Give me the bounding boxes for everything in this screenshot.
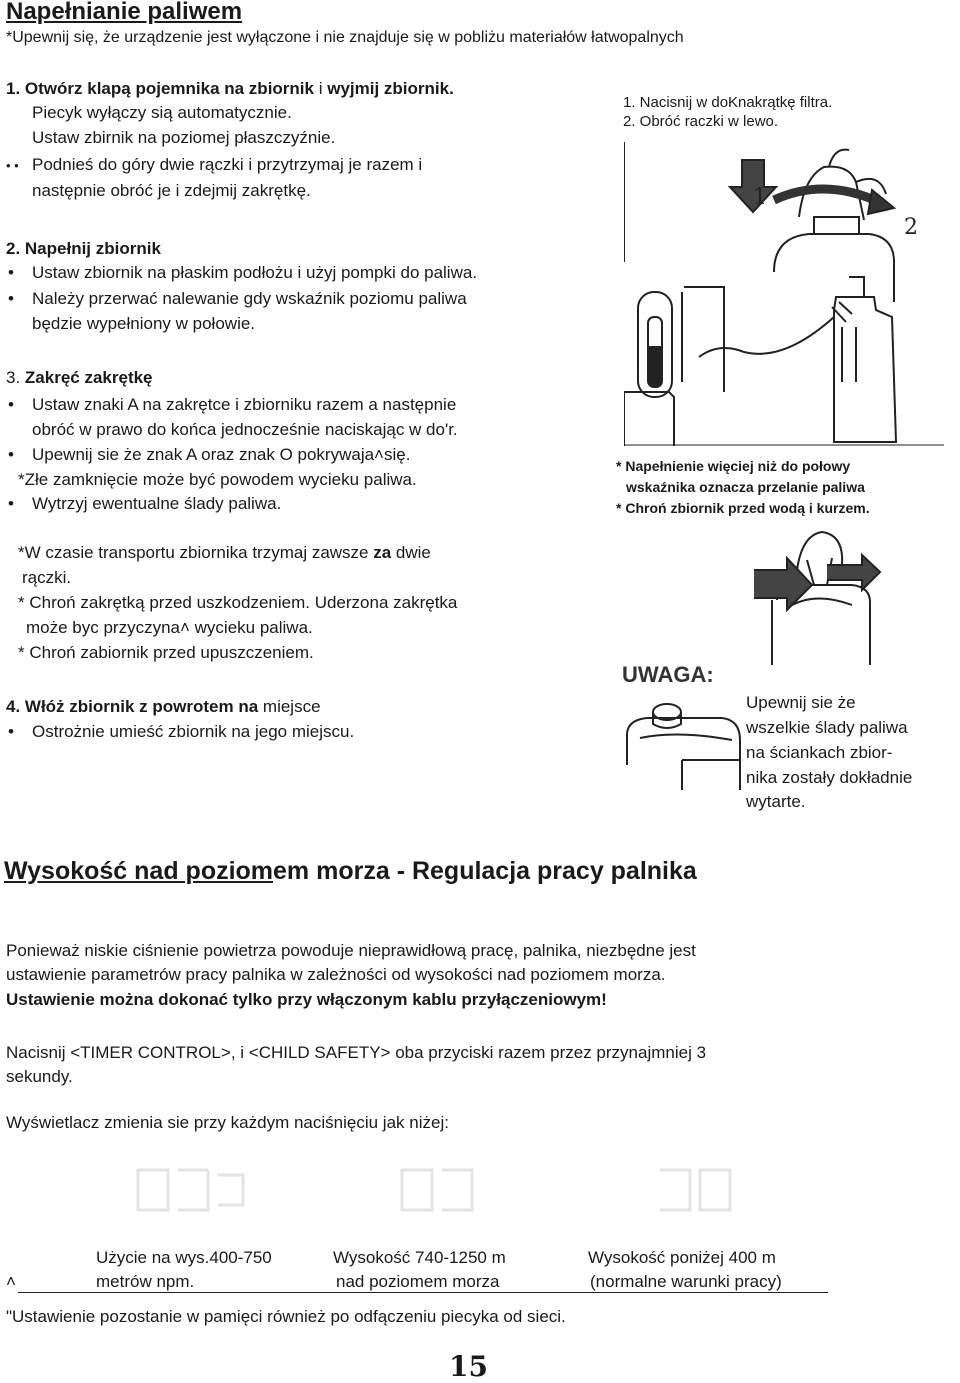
section2-p1b: ustawienie parametrów pracy palnika w zależności od wysokości nad poziomem morza.	[6, 965, 666, 984]
page-title: Napełnianie paliwem	[6, 0, 243, 25]
step2-heading: 2. Napełnij zbiornik	[6, 239, 161, 258]
step1-line4: następnie obróć je i zdejmij zakrętkę.	[32, 181, 311, 200]
step1-line1: Piecyk wyłączy sią automatycznie.	[32, 103, 292, 122]
step1-line3: Podnieś do góry dwie rączki i przytrzymaj je razem i	[32, 155, 423, 174]
tank-cap-illustration	[622, 690, 742, 790]
bullet-icon: •	[8, 722, 14, 741]
filter-instr-1: 1. Nacisnij w doKnakrątkę filtra.	[623, 94, 833, 111]
caption-1a: Użycie na wys.400-750	[96, 1248, 272, 1267]
step3-bullet1a: Ustaw znaki A na zakrętce i zbiorniku razem a następnie	[32, 395, 457, 414]
step3-note: *Złe zamknięcie może być powodem wycieku paliwa.	[18, 470, 417, 489]
section2-p1c: Ustawienie można dokonać tylko przy włączonym kablu przyłączeniowym!	[6, 990, 607, 1009]
caption-3a: Wysokość poniżej 400 m	[588, 1248, 776, 1267]
uwaga-text-2: wszelkie ślady paliwa	[746, 718, 908, 737]
step2-bullet2a: Należy przerwać nalewanie gdy wskaźnik poziomu paliwa	[32, 289, 467, 308]
protect-note: * Chroń zbiornik przed wodą i kurzem.	[616, 500, 870, 516]
transport-line2: rączki.	[22, 568, 72, 587]
transport-line5: * Chroń zabiornik przed upuszczeniem.	[18, 643, 314, 662]
step4-bullet1: Ostrożnie umieść zbiornik na jego miejscu.	[32, 722, 355, 741]
step2-bullet1: Ustaw zbiornik na płaskim podłożu i użyj pompki do paliwa.	[32, 263, 478, 282]
bullet-icon: •	[8, 289, 14, 308]
overfill-note-2: wskaźnika oznacza przelanie paliwa	[626, 479, 865, 495]
step3-bullet1b: obróć w prawo do końca jednocześnie naciskając w do'r.	[32, 420, 458, 439]
bullet-icon: •	[8, 494, 14, 513]
transport-line1: *W czasie transportu zbiornika trzymaj zawsze za dwie	[18, 543, 431, 562]
carry-tank-illustration	[752, 530, 882, 665]
step3-bullet2: Upewnij sie że znak A oraz znak O pokrywaja˄się.	[32, 445, 411, 464]
caption-2b: nad poziomem morza	[336, 1272, 500, 1291]
caption-2a: Wysokość 740-1250 m	[333, 1248, 506, 1267]
step2-bullet2b: będzie wypełniony w połowie.	[32, 314, 256, 333]
svg-text:1: 1	[753, 185, 767, 210]
transport-line4: może byc przyczyna˄ wycieku paliwa.	[26, 618, 313, 637]
safety-warning: *Upewnij się, że urządzenie jest wyłączone i nie znajduje się w pobliżu materiałów łatwopalnych	[6, 29, 684, 46]
lcd-display-2	[332, 1150, 582, 1230]
section2-title: Wysokość nad poziomem morza - Regulacja pracy palnika	[4, 857, 697, 885]
section2-p2b: sekundy.	[6, 1067, 73, 1086]
uwaga-label: UWAGA:	[622, 662, 714, 687]
caret-mark: ˄	[6, 1272, 16, 1291]
footer-note: "Ustawienie pozostanie w pamięci również po odfączeniu piecyka od sieci.	[6, 1307, 566, 1326]
step4-heading: 4. Włóż zbiornik z powrotem na miejsce	[6, 697, 321, 716]
step3-bullet3: Wytrzyj ewentualne ślady paliwa.	[32, 494, 282, 513]
transport-line3: * Chroń zakrętką przed uszkodzeniem. Uderzona zakrętka	[18, 593, 458, 612]
step1-heading: 1. Otwórz klapą pojemnika na zbiornik i wyjmij zbiornik.	[6, 79, 454, 98]
step3-heading: 3. Zakręć zakrętkę	[6, 368, 153, 387]
bullet-icon: •	[8, 445, 14, 464]
caption-3b: (normalne warunki pracy)	[590, 1272, 782, 1291]
uwaga-text-3: na ściankach zbior-	[746, 743, 893, 762]
page-number: 15	[449, 1350, 488, 1383]
section2-p1a: Ponieważ niskie ciśnienie powietrza powoduje nieprawidłową pracę, palnika, niezbędne jest	[6, 941, 696, 960]
bullet-icon: •	[8, 263, 14, 282]
lcd-display-1	[68, 1150, 318, 1230]
section2-p3: Wyświetlacz zmienia sie przy każdym naciśnięciu jak niżej:	[6, 1113, 449, 1132]
bullet-icon: • •	[6, 158, 19, 173]
bullet-icon: •	[8, 395, 14, 414]
filter-instr-2: 2. Obróć raczki w lewo.	[623, 113, 779, 130]
caption-underline	[18, 1292, 828, 1293]
uwaga-text-4: nika zostały dokładnie	[746, 768, 913, 787]
uwaga-text-5: wytarte.	[746, 792, 806, 811]
fuel-tank-illustration	[624, 142, 944, 446]
overfill-note-1: * Napełnienie więciej niż do połowy	[616, 458, 851, 474]
caption-1b: metrów npm.	[96, 1272, 195, 1291]
step1-line2: Ustaw zbirnik na poziomej płaszczyźnie.	[32, 128, 336, 147]
lcd-display-3	[590, 1150, 840, 1230]
uwaga-text-1: Upewnij sie że	[746, 693, 856, 712]
svg-text:2: 2	[904, 215, 918, 240]
section2-p2a: Nacisnij <TIMER CONTROL>, i <CHILD SAFETY> oba przyciski razem przez przynajmniej 3	[6, 1043, 707, 1062]
